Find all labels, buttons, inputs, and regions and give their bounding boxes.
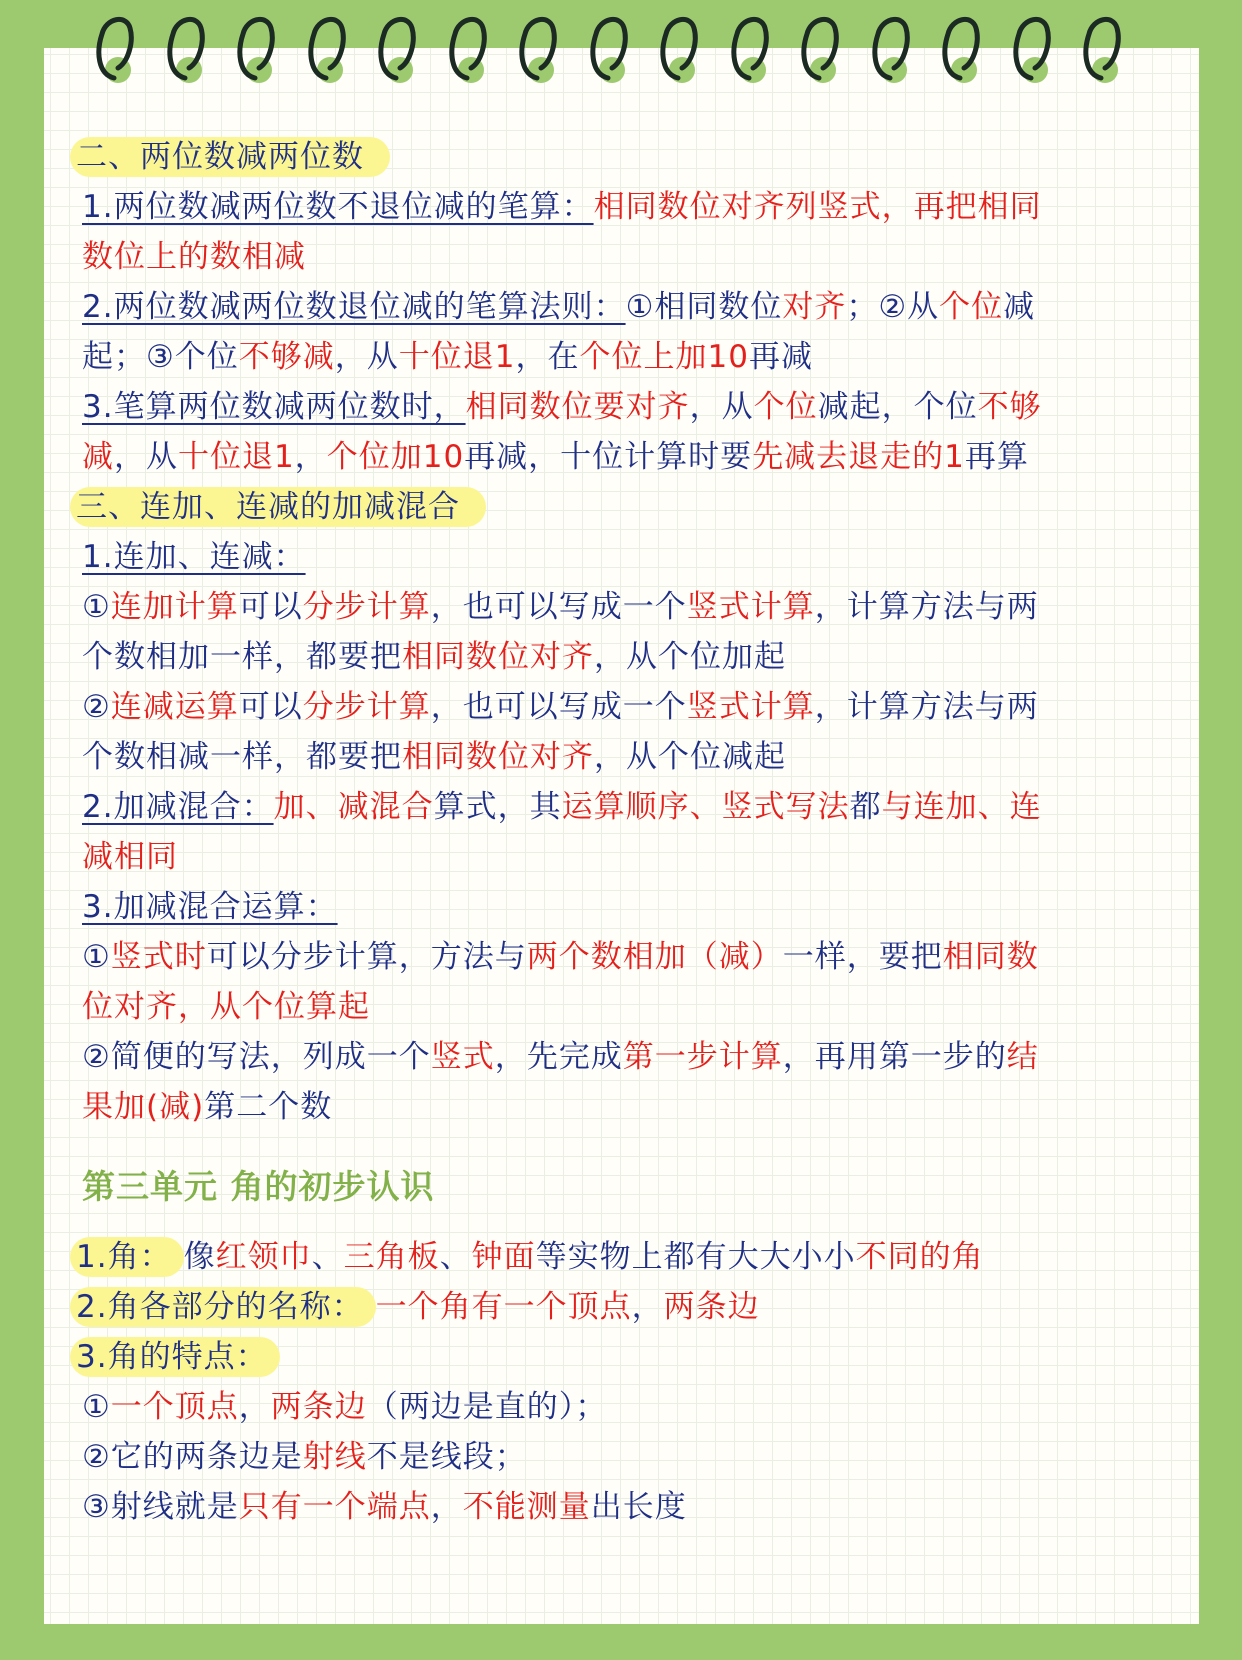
rule-2 (82, 282, 1162, 332)
text: ，从 (334, 339, 399, 375)
text: ① (82, 1389, 111, 1425)
text: 可以 (238, 589, 303, 625)
text: ，先完成 (494, 1039, 623, 1075)
text-red: 相同数 (942, 939, 1039, 975)
text: 一样，要把 (782, 939, 943, 975)
item-vertical (82, 932, 1162, 982)
text: ，再用第一步的 (782, 1039, 1007, 1075)
text-red: 先减去退走的1 (752, 439, 965, 475)
text: 个数相加一样，都要把 (82, 639, 402, 675)
angle-point-2 (76, 1282, 1162, 1332)
text: ，从个位减起 (594, 739, 786, 775)
text: 、 (439, 1239, 472, 1275)
subheading-consecutive: 1.连加、连减： (82, 539, 306, 575)
text-red: 减 (82, 439, 114, 475)
text: ②它的两条边是 (82, 1439, 303, 1475)
text-red: 红领巾 (215, 1239, 312, 1275)
text-red: 只有一个端点 (238, 1489, 431, 1525)
text-red: 竖式计算 (686, 589, 815, 625)
text-red: 三角板 (343, 1239, 440, 1275)
text-red: 分步计算 (302, 589, 431, 625)
text: 第二个数 (204, 1089, 333, 1125)
text: 不是线段； (366, 1439, 527, 1475)
text: ，在 (515, 339, 580, 375)
rule-3 (82, 382, 1162, 432)
text-red: 一个角有一个顶点 (375, 1289, 632, 1325)
text-red: 相同数位要对齐 (465, 389, 690, 425)
text: ，计算方法与两 (814, 689, 1039, 725)
text-red: 相同数位对齐 (402, 639, 594, 675)
text: ， (430, 1489, 463, 1525)
text: 减起，个位 (817, 389, 978, 425)
angle-point-1-title: 1.角： (70, 1237, 184, 1277)
text: ， (294, 439, 327, 475)
text-red: 十位退1 (178, 439, 295, 475)
text-red: 连加计算 (110, 589, 239, 625)
text: ，也可以写成一个 (430, 689, 687, 725)
text-red: 十位退1 (398, 339, 516, 375)
text-red: 两条边 (663, 1289, 760, 1325)
text: 出长度 (590, 1489, 687, 1525)
text: 再减 (748, 339, 813, 375)
text: 个数相减一样，都要把 (82, 739, 402, 775)
angle-point-3-title: 3.角的特点： (70, 1337, 280, 1377)
notes-content (76, 132, 1162, 1532)
text-red: 竖式时 (110, 939, 207, 975)
text-red: 不同的角 (855, 1239, 984, 1275)
text-red: 分步计算 (302, 689, 431, 725)
text: ，计算方法与两 (814, 589, 1039, 625)
text: ① (82, 589, 111, 625)
text-red: 对齐 (782, 289, 847, 325)
text: ③射线就是 (82, 1489, 239, 1525)
text: ，也可以写成一个 (430, 589, 687, 625)
item-simple (82, 1032, 1162, 1082)
text-red: 相同数位对齐 (402, 739, 594, 775)
text: ②简便的写法，列成一个 (82, 1039, 431, 1075)
text-red: 运算顺序、竖式写法 (561, 789, 850, 825)
text: ， (238, 1389, 271, 1425)
text-red: 竖式 (430, 1039, 495, 1075)
text: 可以分步计算，方法与 (206, 939, 527, 975)
text-red: 射线 (302, 1439, 367, 1475)
text-red: 不够 (977, 389, 1042, 425)
rule-1-title: 1.两位数减两位数不退位减的笔算： (82, 189, 594, 225)
item-consecutive-sub (82, 682, 1162, 732)
text: （两边是直的）； (366, 1389, 608, 1425)
text: 算式，其 (433, 789, 562, 825)
text-red: 一个顶点 (110, 1389, 239, 1425)
subheading-mixed: 2.加减混合： (82, 789, 274, 825)
text: 等实物上都有大大小小 (535, 1239, 856, 1275)
unit-title: 第三单元 角的初步认识 (82, 1167, 435, 1206)
text: ，从个位加起 (594, 639, 786, 675)
rule-3-title: 3.笔算两位数减两位数时， (82, 389, 466, 425)
section-heading-mixed: 三、连加、连减的加减混合 (70, 487, 486, 527)
text: 再减，十位计算时要 (464, 439, 753, 475)
text-red: 加、减混合 (273, 789, 434, 825)
text-red: 不够减 (238, 339, 335, 375)
text-red: 位对齐，从个位算起 (82, 989, 370, 1025)
text-red: 竖式计算 (686, 689, 815, 725)
angle-point-2-title: 2.角各部分的名称： (70, 1287, 376, 1327)
text: 再算 (964, 439, 1029, 475)
text-red: 个位加10 (326, 439, 465, 475)
text-red: 减相同 (82, 839, 178, 875)
text: 像 (183, 1239, 216, 1275)
rule-1 (82, 182, 1162, 232)
text: 起；③个位 (82, 339, 239, 375)
text-red: 个位 (939, 289, 1004, 325)
text-red: 两条边 (270, 1389, 367, 1425)
text: ，从 (689, 389, 754, 425)
section-heading-subtraction: 二、两位数减两位数 (70, 137, 390, 177)
text: ① (82, 939, 111, 975)
rule-1-text-cont: 数位上的数相减 (82, 239, 306, 275)
text: 可以 (238, 689, 303, 725)
angle-feature-1 (82, 1382, 1162, 1432)
text: ；②从 (846, 289, 940, 325)
text-red: 果加(减) (82, 1089, 205, 1125)
text: 都 (849, 789, 882, 825)
subheading-mixed-ops: 3.加减混合运算： (82, 889, 338, 925)
text-red: 与连加、连 (881, 789, 1042, 825)
text: ①相同数位 (625, 289, 783, 325)
item-mixed (82, 782, 1162, 832)
text-red: 钟面 (471, 1239, 536, 1275)
angle-feature-2 (82, 1432, 1162, 1482)
text: ，从 (114, 439, 178, 475)
text-red: 第一步计算 (622, 1039, 783, 1075)
rule-2-title: 2.两位数减两位数退位减的笔算法则： (82, 289, 626, 325)
text: ② (82, 689, 111, 725)
text-red: 结 (1006, 1039, 1039, 1075)
item-consecutive-add (82, 582, 1162, 632)
text: 减 (1003, 289, 1036, 325)
text-red: 不能测量 (462, 1489, 591, 1525)
rule-1-text: 相同数位对齐列竖式，再把相同 (593, 189, 1042, 225)
angle-feature-3 (82, 1482, 1162, 1532)
text: 、 (311, 1239, 344, 1275)
text-red: 连减运算 (110, 689, 239, 725)
text-red: 个位上加10 (579, 339, 749, 375)
text-red: 两个数相加（减） (526, 939, 783, 975)
angle-point-1 (76, 1232, 1162, 1282)
text: ， (631, 1289, 664, 1325)
text-red: 个位 (753, 389, 818, 425)
